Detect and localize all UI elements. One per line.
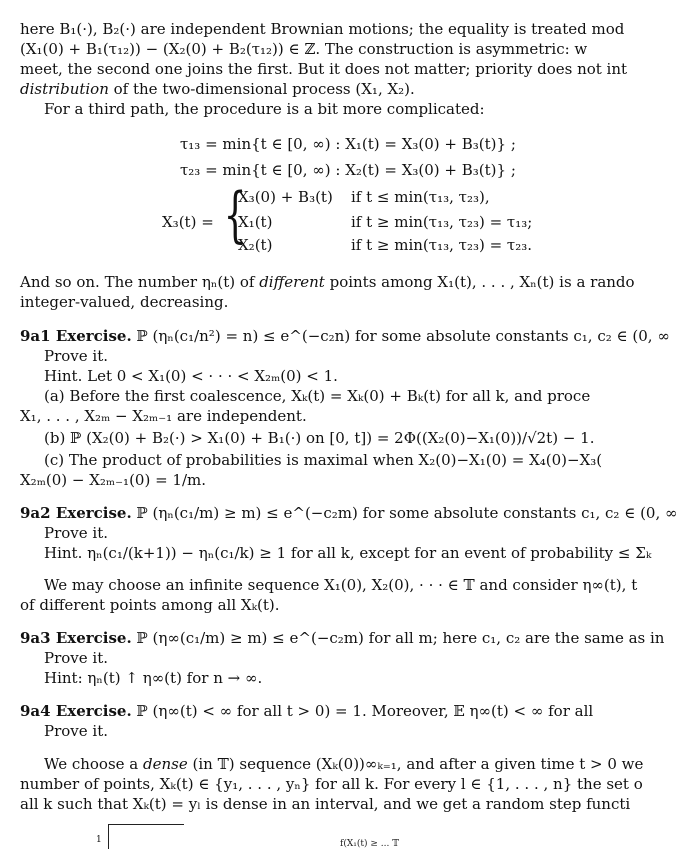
text-line: (X₁(0) + B₁(τ₁₂)) − (X₂(0) + B₂(τ₁₂)) ∈ ℤ. The construction is asymmetric: w — [20, 40, 588, 58]
figure-axes — [108, 824, 184, 849]
exercise-9a3 — [20, 628, 664, 648]
hint-line: Hint. ηₙ(c₁/(k+1)) − ηₙ(c₁/k) ≥ 1 for all k, except for an event of probability ≤ Σₖ — [44, 544, 652, 562]
exercise-9a2 — [20, 503, 678, 523]
text-span: We choose a — [44, 755, 144, 773]
text-line: all k such that Xₖ(t) = yₗ is dense in an interval, and we get a random step functi — [20, 795, 631, 813]
prove-it: Prove it. — [44, 722, 109, 740]
case-expression: X₁(t) — [238, 213, 273, 231]
equation-tau23: τ₂₃ = min{t ∈ [0, ∞) : X₂(t) = X₃(0) + B₃(t)} ; — [180, 161, 516, 179]
figure-caption-fragment: f(X₁(t) ≥ ... 𝕋 — [340, 839, 399, 849]
paragraph-start: We may choose an infinite sequence X₁(0), X₂(0), · · · ∈ 𝕋 and consider η∞(t), t — [44, 576, 638, 594]
hint-line: (a) Before the first coalescence, Xₖ(t) = Xₖ(0) + Bₖ(t) for all k, and proce — [44, 387, 591, 405]
text-span: And so on. The number ηₙ(t) of — [20, 273, 260, 291]
hint-line: X₁, . . . , X₂ₘ − X₂ₘ₋₁ are independent. — [20, 407, 307, 425]
exercise-statement: ℙ (ηₙ(c₁/n²) = n) ≤ e^(−c₂n) for some absolute constants c₁, c₂ ∈ (0, ∞ — [131, 327, 670, 345]
exercise-heading: 9a3 Exercise. — [20, 629, 132, 647]
paragraph-start — [44, 754, 643, 774]
emphasis: distribution — [20, 80, 109, 98]
exercise-heading: 9a2 Exercise. — [20, 504, 132, 522]
paragraph-start: For a third path, the procedure is a bit more complicated: — [44, 100, 485, 118]
text-line — [20, 79, 415, 99]
text-line: here B₁(·), B₂(·) are independent Brownian motions; the equality is treated mod — [20, 20, 625, 38]
exercise-heading: 9a1 Exercise. — [20, 327, 132, 345]
equation-tau13: τ₁₃ = min{t ∈ [0, ∞) : X₁(t) = X₃(0) + B₃(t)} ; — [180, 135, 516, 153]
exercise-statement: ℙ (ηₙ(c₁/m) ≥ m) ≤ e^(−c₂m) for some absolute constants c₁, c₂ ∈ (0, ∞ — [131, 504, 678, 522]
case-condition: if t ≥ min(τ₁₃, τ₂₃) = τ₂₃. — [351, 236, 533, 254]
prove-it: Prove it. — [44, 524, 109, 542]
exercise-heading: 9a4 Exercise. — [20, 702, 132, 720]
hint-line: (c) The product of probabilities is maximal when X₂(0)−X₁(0) = X₄(0)−X₃( — [44, 451, 603, 469]
figure-tick-label: 1 — [96, 835, 102, 845]
left-brace-icon: { — [223, 180, 247, 250]
case-condition: if t ≥ min(τ₁₃, τ₂₃) = τ₁₃; — [351, 213, 533, 231]
hint-line: X₂ₘ(0) − X₂ₘ₋₁(0) = 1/m. — [20, 471, 207, 489]
text-line: number of points, Xₖ(t) ∈ {y₁, . . . , yₙ} for all k. For every l ∈ {1, . . . , n} the set o — [20, 775, 643, 793]
hint-line: Hint. Let 0 < X₁(0) < · · · < X₂ₘ(0) < 1. — [44, 367, 338, 385]
exercise-9a4 — [20, 701, 593, 721]
hint-line: Hint: ηₙ(t) ↑ η∞(t) for n → ∞. — [44, 669, 263, 687]
text-line — [20, 272, 635, 292]
emphasis: dense — [143, 755, 188, 773]
exercise-statement: ℙ (η∞(t) < ∞ for all t > 0) = 1. Moreover, 𝔼 η∞(t) < ∞ for all — [131, 702, 594, 720]
exercise-statement: ℙ (η∞(c₁/m) ≥ m) ≤ e^(−c₂m) for all m; here c₁, c₂ are the same as in — [131, 629, 665, 647]
prove-it: Prove it. — [44, 347, 109, 365]
text-line: of different points among all Xₖ(t). — [20, 596, 280, 614]
case-condition: if t ≤ min(τ₁₃, τ₂₃), — [351, 188, 490, 206]
case-expression: X₃(0) + B₃(t) — [238, 188, 333, 206]
text-line: integer-valued, decreasing. — [20, 293, 229, 311]
case-expression: X₂(t) — [238, 236, 273, 254]
text-span: of the two-dimensional process (X₁, X₂). — [108, 80, 415, 98]
equation-x3-lhs: X₃(t) = — [162, 213, 214, 231]
text-span: (in 𝕋) sequence (Xₖ(0))∞ₖ₌₁, and after a given time t > 0 we — [187, 755, 644, 773]
prove-it: Prove it. — [44, 649, 109, 667]
exercise-9a1 — [20, 326, 670, 346]
emphasis: different — [259, 273, 325, 291]
text-line: meet, the second one joins the first. But it does not matter; priority does not int — [20, 60, 628, 78]
hint-line: (b) ℙ (X₂(0) + B₂(·) > X₁(0) + B₁(·) on [0, t]) = 2Φ((X₂(0)−X₁(0))/√2t) − 1. — [44, 429, 595, 447]
text-span: points among X₁(t), . . . , Xₙ(t) is a rando — [324, 273, 635, 291]
